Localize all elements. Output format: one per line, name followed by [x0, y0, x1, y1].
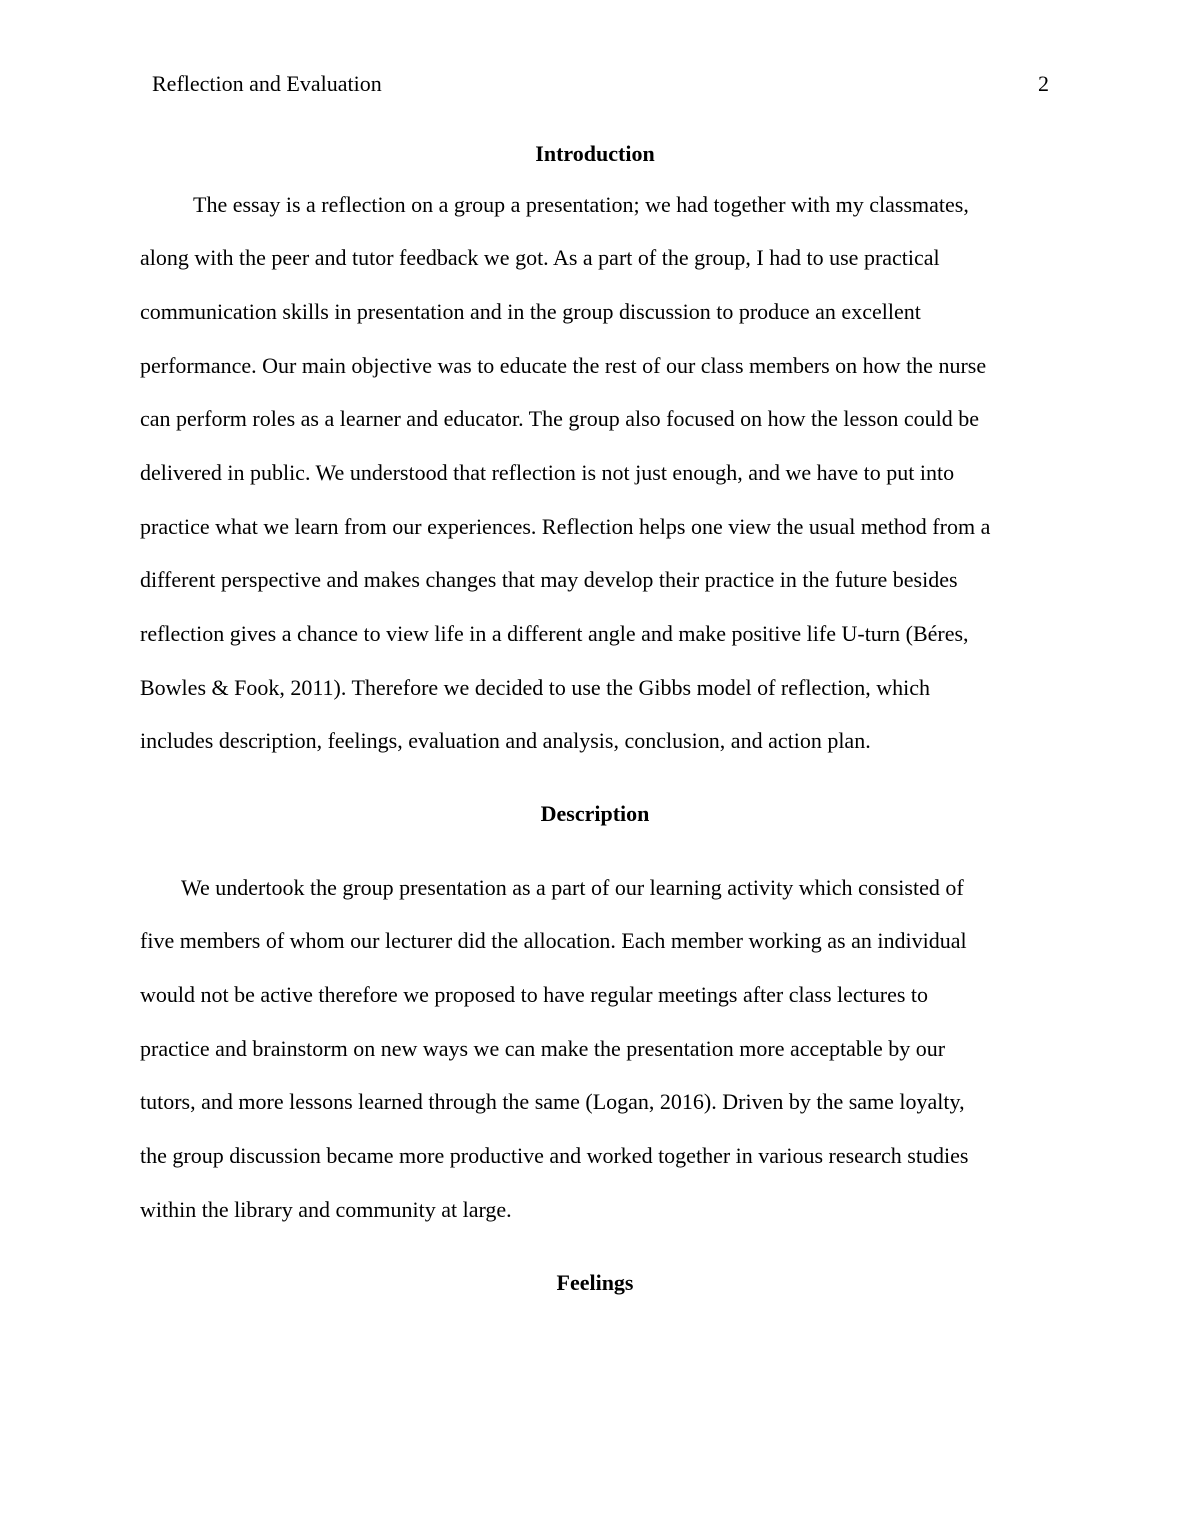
paragraph-line: We undertook the group presentation as a part of our learning activity which consisted of — [181, 875, 964, 900]
paragraph-line: tutors, and more lessons learned through the same (Logan, 2016). Driven by the same loyalty, — [140, 1089, 965, 1114]
page-number: 2 — [1038, 71, 1049, 96]
paragraph-line: within the library and community at large. — [140, 1197, 512, 1222]
section-heading-description: Description — [540, 801, 650, 826]
section-heading-introduction: Introduction — [535, 141, 655, 166]
paragraph-line: can perform roles as a learner and educator. The group also focused on how the lesson could be — [140, 406, 979, 431]
paragraph-line: delivered in public. We understood that reflection is not just enough, and we have to put into — [140, 460, 955, 485]
paragraph-line: different perspective and makes changes that may develop their practice in the future besides — [140, 567, 958, 592]
running-head: Reflection and Evaluation — [152, 71, 382, 96]
paragraph-line: The essay is a reflection on a group a presentation; we had together with my classmates, — [193, 192, 969, 217]
section-heading-feelings: Feelings — [556, 1270, 634, 1295]
paragraph-line: five members of whom our lecturer did the allocation. Each member working as an individual — [140, 928, 967, 953]
paragraph-line: the group discussion became more productive and worked together in various research studies — [140, 1143, 969, 1168]
paragraph-line: reflection gives a chance to view life in a different angle and make positive life U-turn (Béres, — [140, 621, 969, 646]
paragraph-line: includes description, feelings, evaluation and analysis, conclusion, and action plan. — [140, 728, 871, 753]
paragraph-line: performance. Our main objective was to educate the rest of our class members on how the nurse — [140, 353, 987, 378]
paragraph-line: would not be active therefore we proposed to have regular meetings after class lectures to — [140, 982, 929, 1007]
paragraph-line: practice what we learn from our experiences. Reflection helps one view the usual method from a — [140, 514, 991, 539]
paragraph-line: along with the peer and tutor feedback we got. As a part of the group, I had to use practical — [140, 245, 940, 270]
paragraph-line: practice and brainstorm on new ways we can make the presentation more acceptable by our — [140, 1036, 946, 1061]
paragraph-line: Bowles & Fook, 2011). Therefore we decided to use the Gibbs model of reflection, which — [140, 675, 930, 700]
paragraph-line: communication skills in presentation and in the group discussion to produce an excellent — [140, 299, 921, 324]
